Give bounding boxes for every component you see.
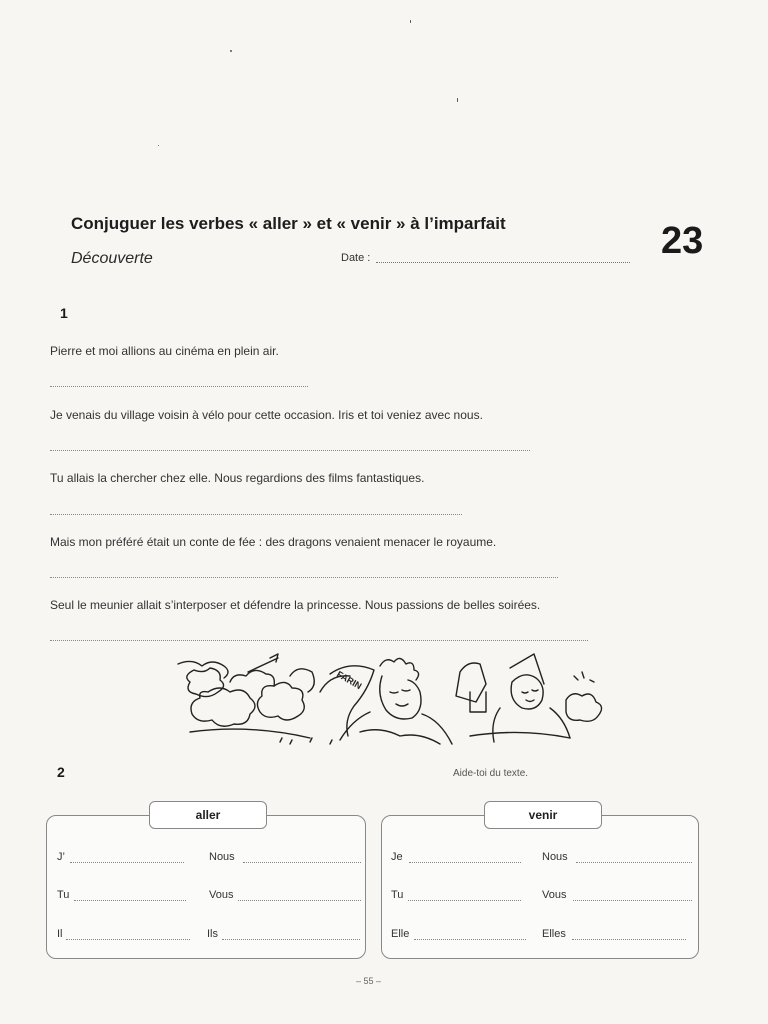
exercise-2-number: 2 [57, 764, 65, 780]
answer-line[interactable] [572, 939, 686, 940]
answer-line-2[interactable] [50, 450, 530, 451]
pronoun-label: Elle [391, 928, 410, 940]
pronoun-label: Je [391, 851, 403, 863]
answer-line[interactable] [74, 900, 186, 901]
sentence-2: Je venais du village voisin à vélo pour cette occasion. Iris et toi veniez avec nous. [50, 408, 483, 422]
scan-speck [158, 145, 159, 146]
answer-line[interactable] [576, 862, 692, 863]
exercise-hint: Aide-toi du texte. [453, 768, 529, 779]
pronoun-label: Nous [542, 851, 568, 863]
answer-line[interactable] [408, 900, 521, 901]
answer-line-1[interactable] [50, 386, 308, 387]
answer-line[interactable] [238, 900, 361, 901]
lesson-number: 23 [661, 220, 704, 262]
fairy-tale-illustration [170, 652, 610, 752]
page-title: Conjuguer les verbes « aller » et « venir » à l’imparfait [71, 214, 506, 233]
date-answer-line[interactable] [376, 262, 630, 263]
pronoun-label: Vous [209, 889, 234, 901]
answer-line-3[interactable] [50, 514, 462, 515]
answer-line-4[interactable] [50, 577, 558, 578]
pronoun-label: Elles [542, 928, 566, 940]
scan-speck [457, 98, 458, 102]
answer-line-5[interactable] [50, 640, 588, 641]
answer-line[interactable] [70, 862, 184, 863]
exercise-1-number: 1 [60, 305, 68, 321]
conjugation-table-venir [381, 815, 699, 959]
verb-tab-aller: aller [149, 801, 267, 829]
page-number: – 55 – [356, 976, 382, 986]
pronoun-label: Nous [209, 851, 235, 863]
verb-tab-venir: venir [484, 801, 602, 829]
pronoun-label: J’ [57, 851, 65, 863]
pronoun-label: Ils [207, 928, 218, 940]
pronoun-label: Tu [57, 889, 70, 901]
answer-line[interactable] [66, 939, 190, 940]
pronoun-label: Vous [542, 889, 567, 901]
section-subtitle: Découverte [71, 250, 153, 267]
answer-line[interactable] [409, 862, 521, 863]
pronoun-label: Il [57, 928, 63, 940]
answer-line[interactable] [414, 939, 526, 940]
answer-line[interactable] [222, 939, 360, 940]
scan-speck [230, 50, 232, 52]
scan-speck [410, 20, 411, 23]
answer-line[interactable] [243, 862, 361, 863]
conjugation-table-aller [46, 815, 366, 959]
sentence-1: Pierre et moi allions au cinéma en plein air. [50, 344, 279, 358]
pronoun-label: Tu [391, 889, 404, 901]
sentence-5: Seul le meunier allait s’interposer et défendre la princesse. Nous passions de belles soirées. [50, 598, 541, 612]
illustration-text: FARIN [335, 669, 364, 692]
sentence-3: Tu allais la chercher chez elle. Nous regardions des films fantastiques. [50, 471, 425, 485]
sentence-4: Mais mon préféré était un conte de fée : des dragons venaient menacer le royaume. [50, 535, 497, 549]
answer-line[interactable] [573, 900, 692, 901]
date-label: Date : [341, 252, 371, 264]
